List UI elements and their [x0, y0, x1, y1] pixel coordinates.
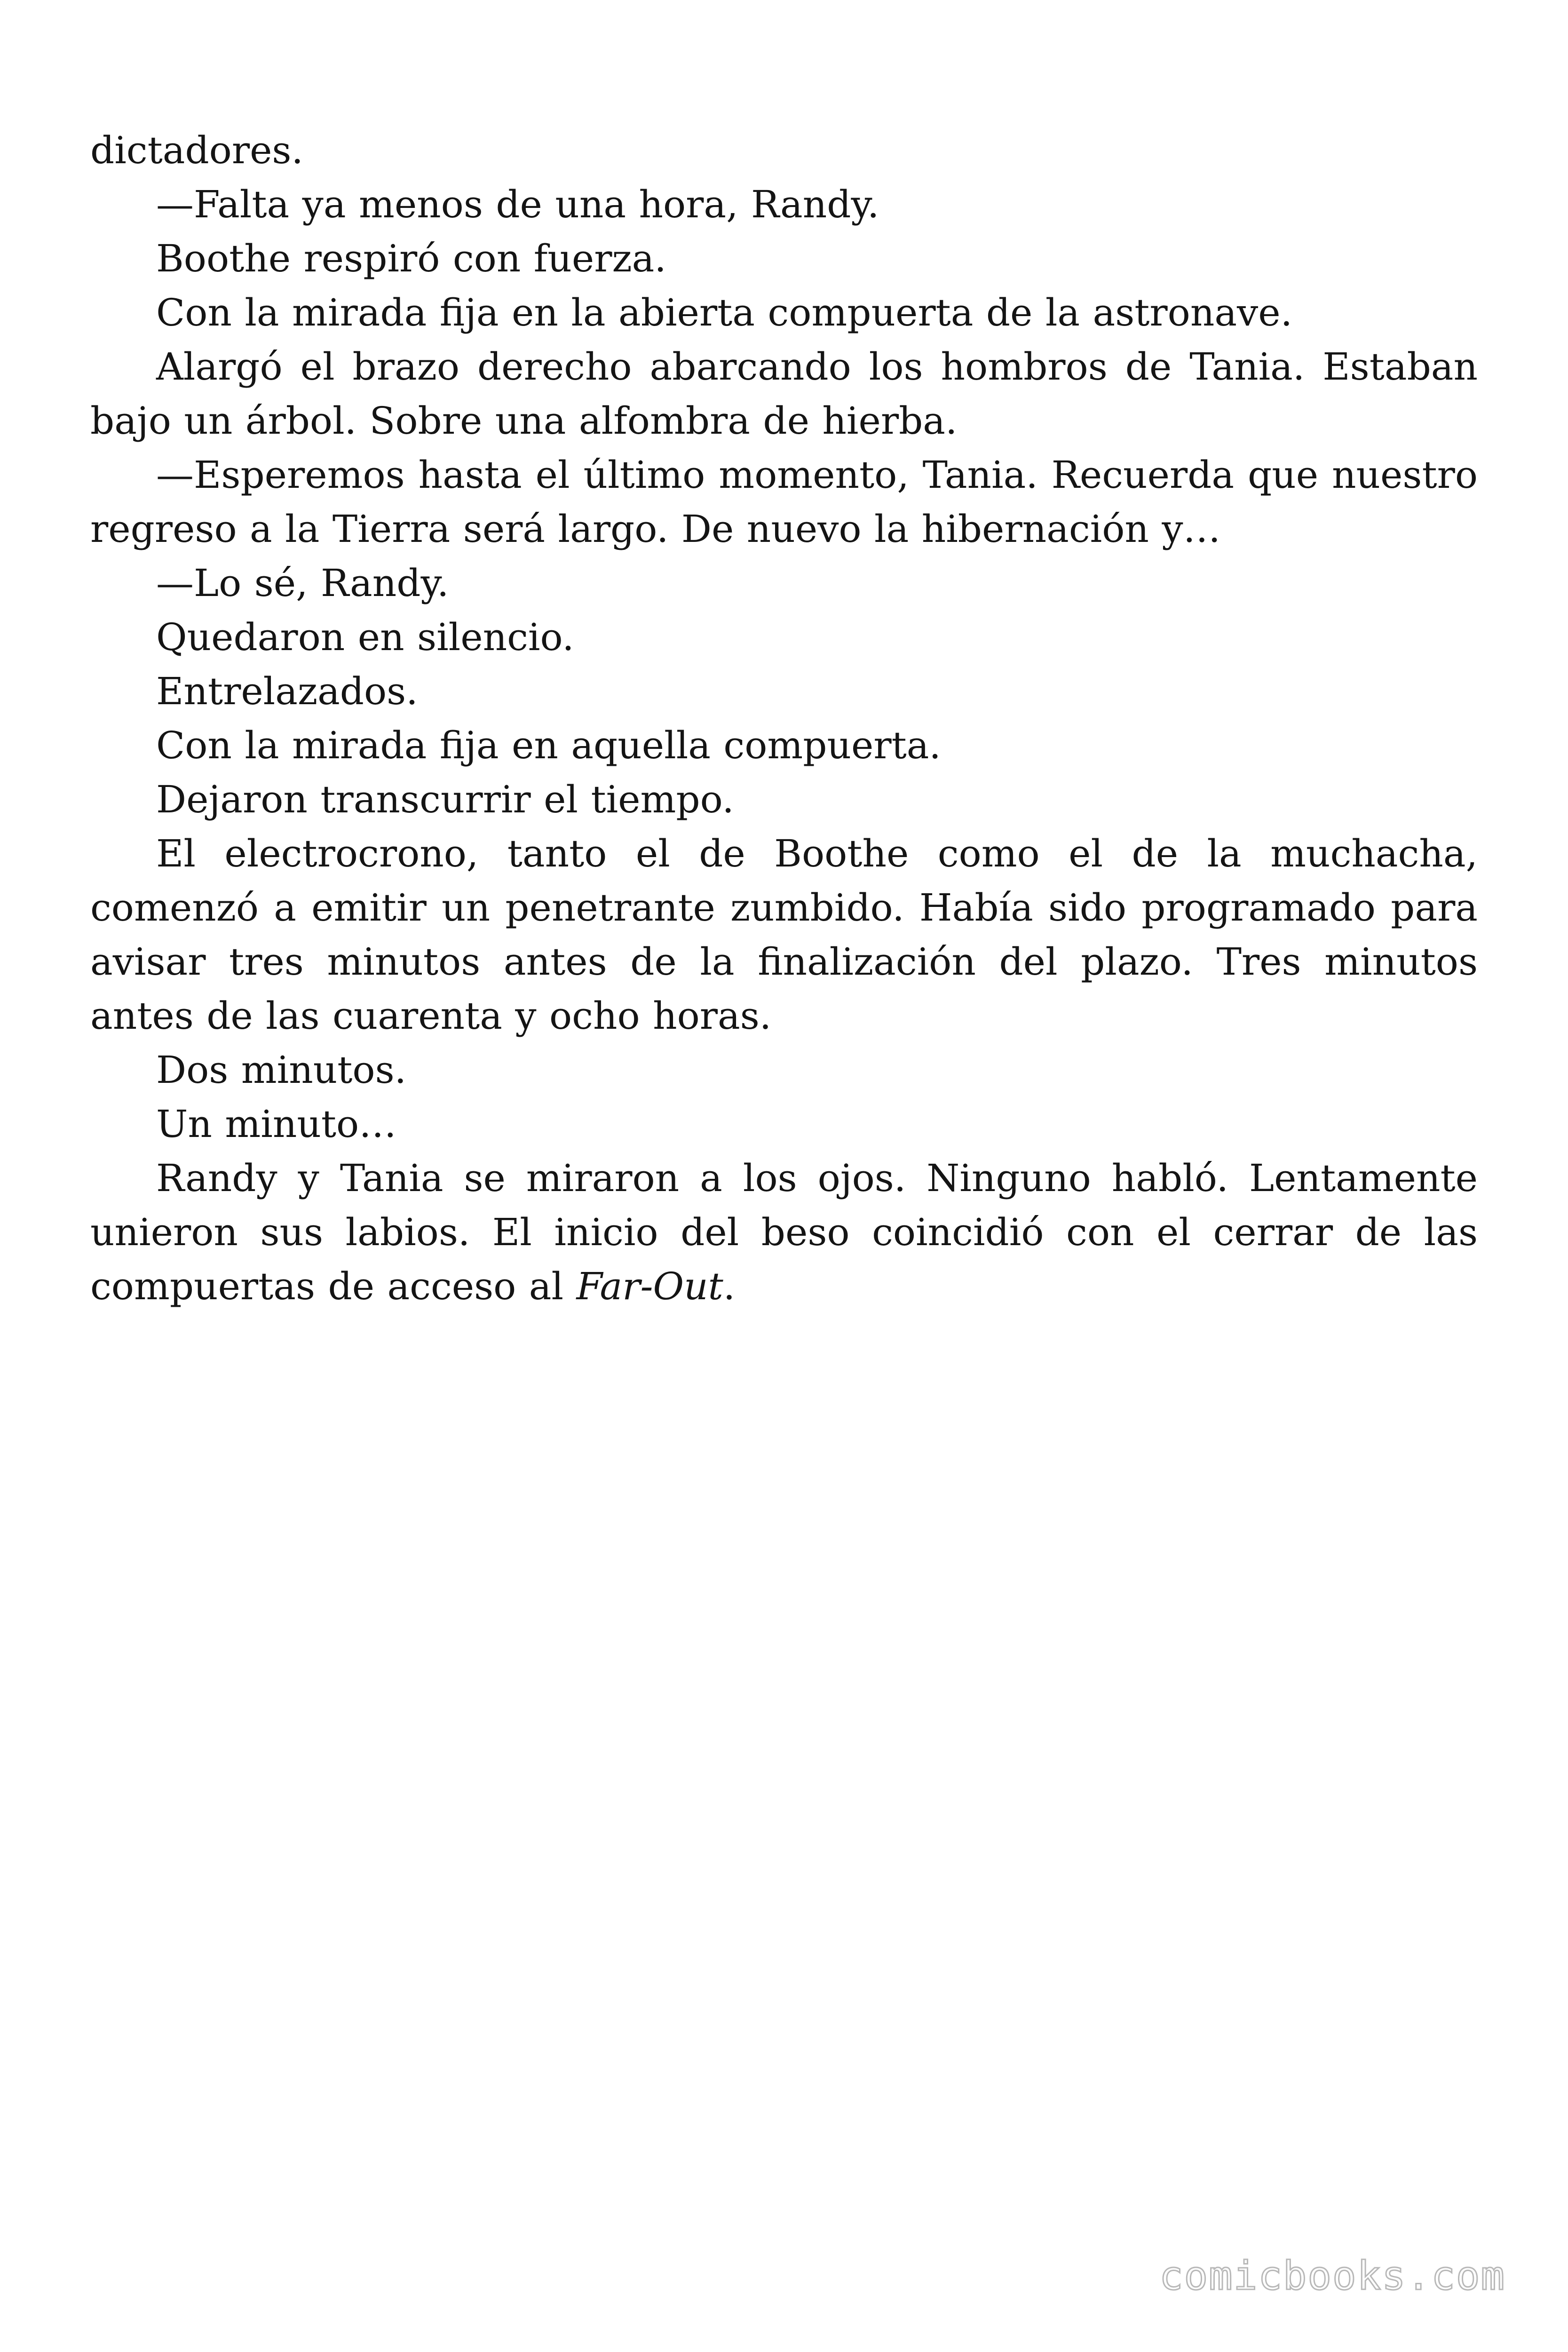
paragraph-14: Un minuto… [156, 1102, 397, 1146]
watermark: comicbooks.com [1159, 2253, 1506, 2299]
paragraph-8: Quedaron en silencio. [156, 615, 574, 659]
paragraph-4: Con la mirada fija en la abierta compuerta de la astronave. [156, 291, 1293, 334]
paragraph-15 [90, 1151, 1478, 1313]
paragraph-7: —Lo sé, Randy. [156, 561, 449, 605]
paragraph-10: Con la mirada fija en aquella compuerta. [156, 723, 941, 767]
paragraph-5: Alargó el brazo derecho abarcando los hombros de Tania. Estaban bajo un árbol. Sobre una alfombra de hierba. [90, 345, 1478, 443]
paragraph-3: Boothe respiró con fuerza. [156, 237, 666, 280]
paragraph-13: Dos minutos. [156, 1048, 407, 1092]
paragraph-15-end: . [723, 1264, 736, 1308]
page-body [90, 123, 1478, 1313]
paragraph-15-text: Randy y Tania se miraron a los ojos. Ninguno habló. Lentamente unieron sus labios. El inicio del beso coincidió con el cerrar de las compuertas de acceso al [90, 1156, 1478, 1308]
ship-name: Far-Out [576, 1264, 723, 1308]
paragraph-11: Dejaron transcurrir el tiempo. [156, 778, 734, 821]
paragraph-1: dictadores. [90, 128, 303, 172]
paragraph-12: El electrocrono, tanto el de Boothe como el de la muchacha, comenzó a emitir un penetrante zumbido. Había sido programado para avisar tres minutos antes de la finalización del plazo. Tres minutos antes de las cuarenta y ocho horas. [90, 832, 1478, 1038]
paragraph-9: Entrelazados. [156, 669, 418, 713]
paragraph-2: —Falta ya menos de una hora, Randy. [156, 183, 879, 226]
paragraph-6: —Esperemos hasta el último momento, Tania. Recuerda que nuestro regreso a la Tierra será largo. De nuevo la hibernación y… [90, 453, 1478, 551]
